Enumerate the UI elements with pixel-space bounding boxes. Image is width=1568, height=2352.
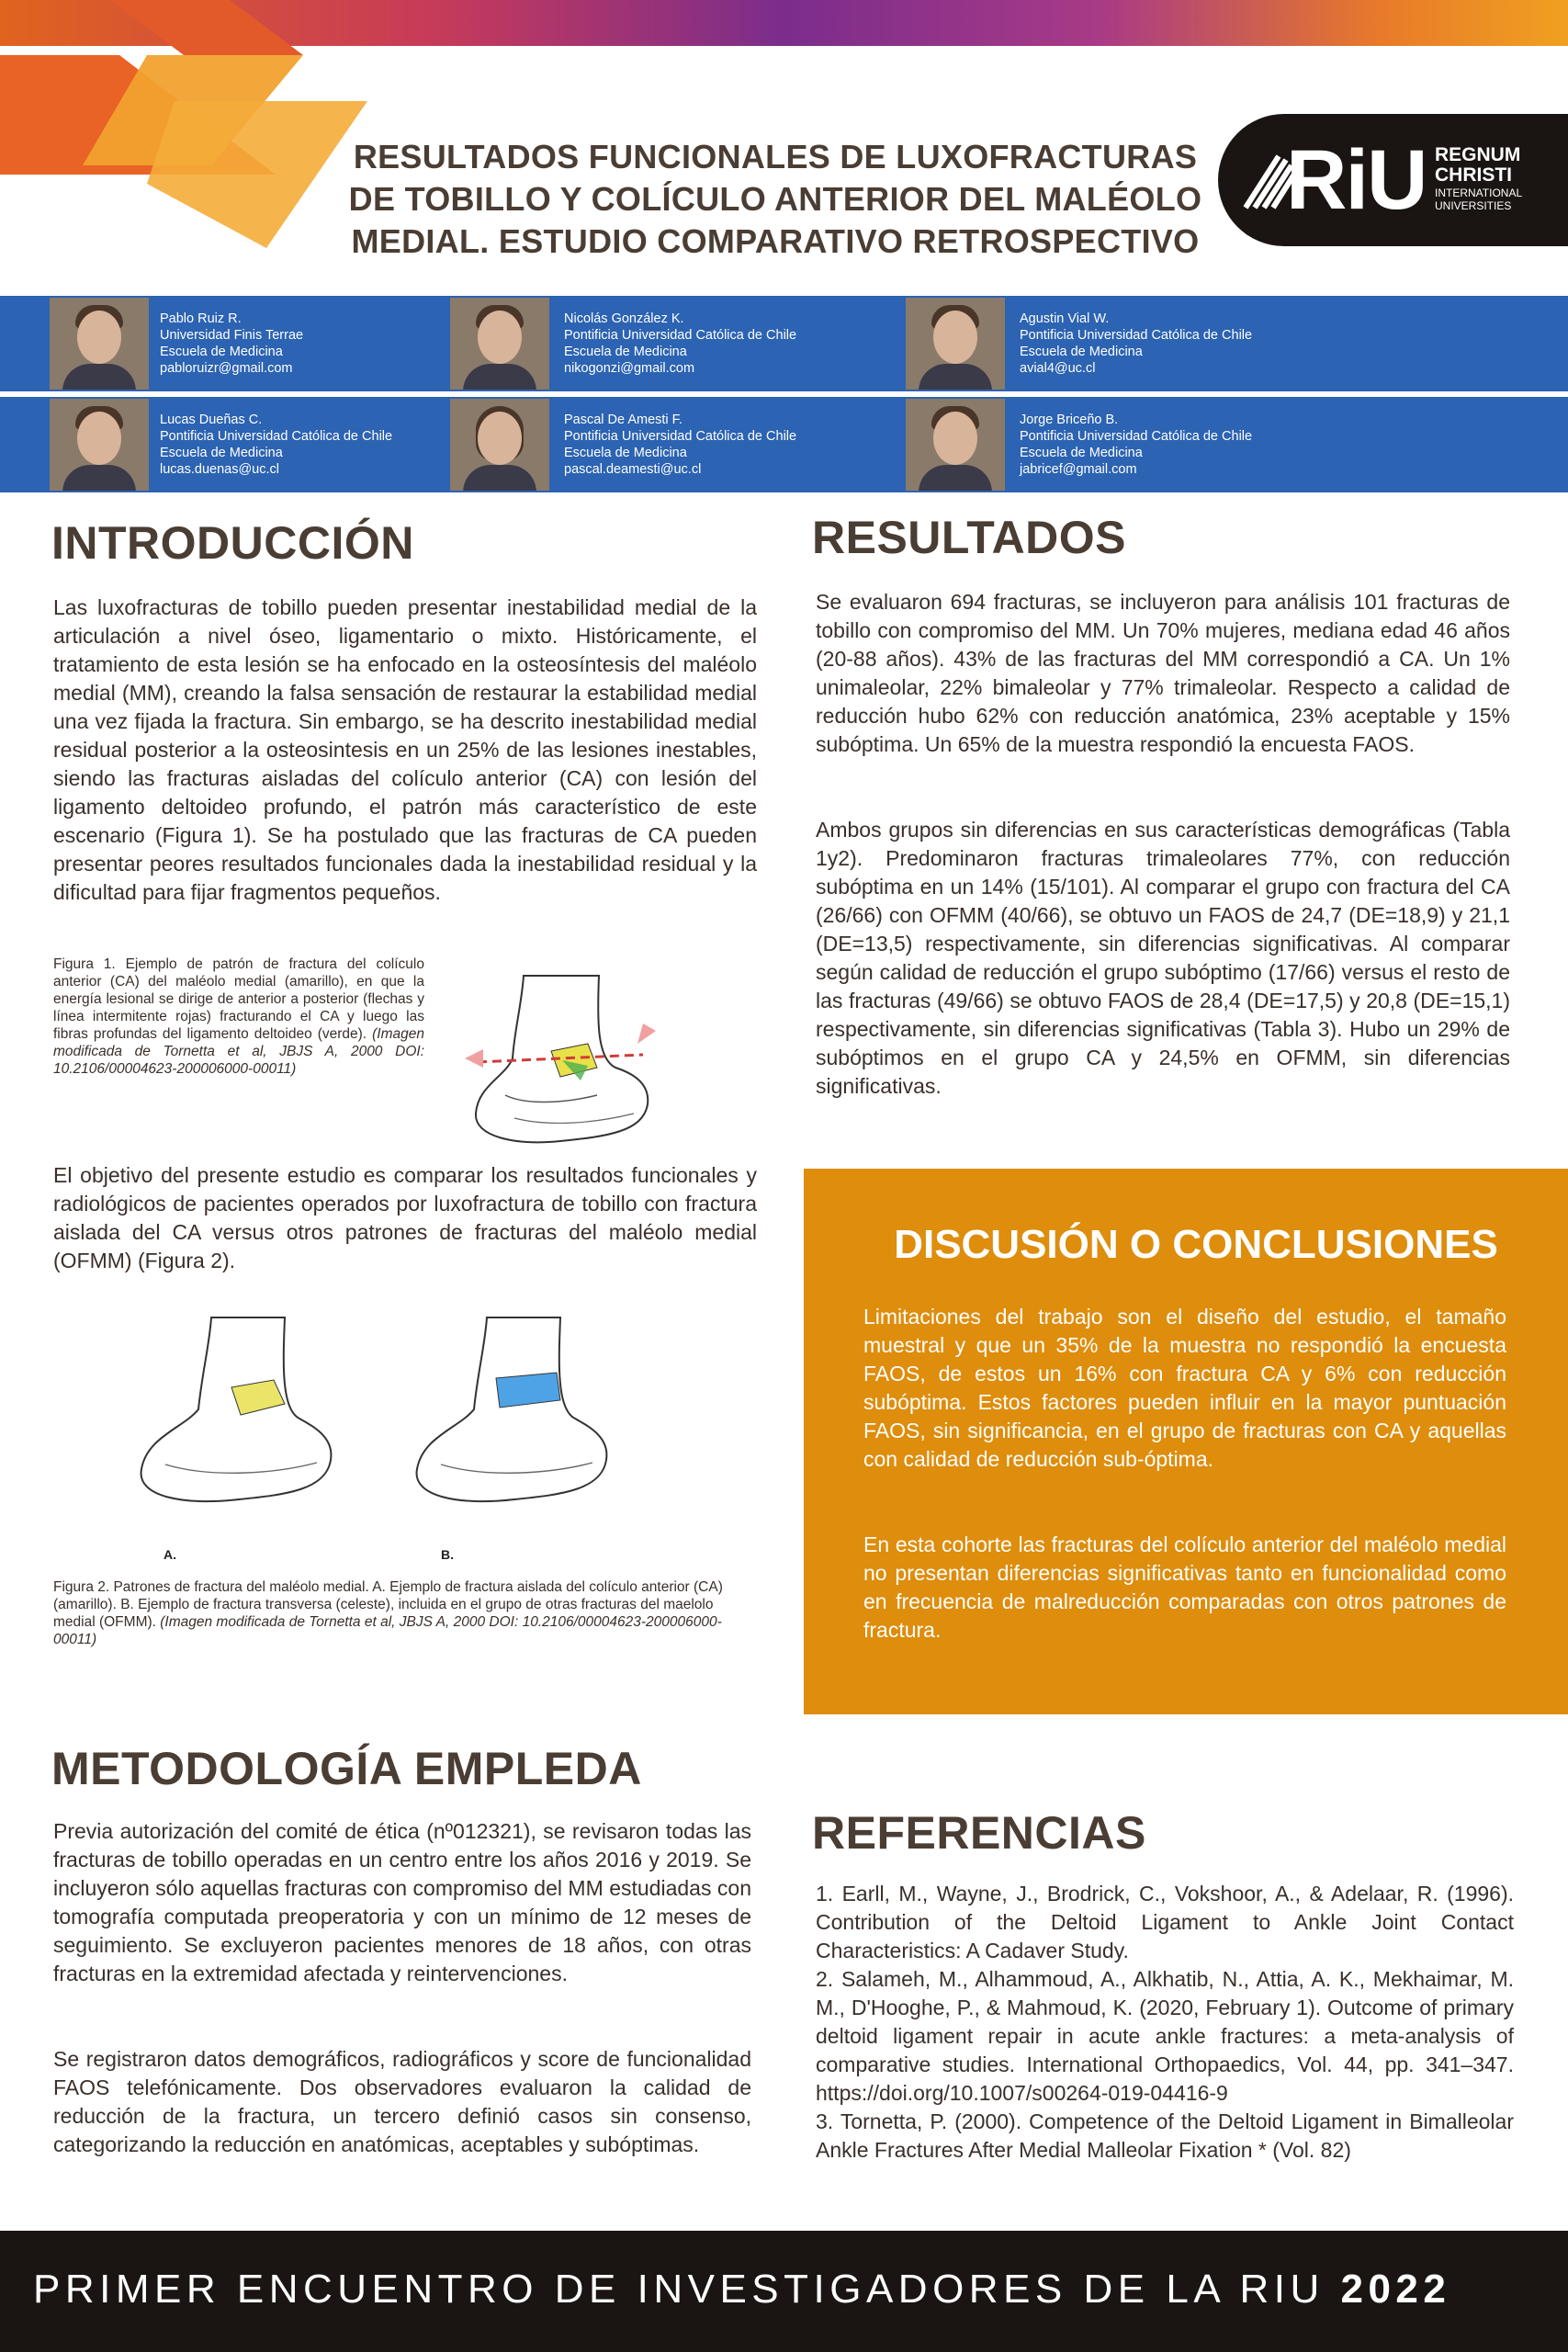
footer-year: 2022 [1340, 2267, 1451, 2312]
author-photo [906, 399, 1005, 491]
resultados-heading: RESULTADOS [812, 512, 1127, 563]
metodologia-paragraph-2: Se registraron datos demográficos, radiográficos y score de funcionalidad FAOS telefónicamente. Dos observadores evaluaron la calidad de reducción de la fractura, un tercero definió casos sin consenso, categorizando la reducción en anatómicas, aceptables y subóptimas. [53, 2047, 751, 2156]
intro-paragraph-1: Las luxofracturas de tobillo pueden presentar inestabilidad medial de la articulación a nivel óseo, ligamentario o mixto. Históricamente, el tratamiento de esta lesión se ha enfocado en la osteosíntesis del maléolo medial (MM), creando la falsa sensación de restaurar la estabilidad medial una vez fijada la fractura. Sin embargo, se ha descrito inestabilidad medial residual posterior a la osteosintesis en un 25% de las lesiones inestables, siendo las fracturas aisladas del colículo anterior (CA) con lesión del ligamento deltoideo profundo, el patrón más característico de este escenario (Figura 1). Se ha postulado que las fracturas de CA pueden presentar peores resultados funcionales dada la inestabilidad residual y la dificultad para fijar fragmentos pequeños. [53, 595, 757, 904]
author-photo [450, 298, 549, 390]
title-line-3: MEDIAL. ESTUDIO COMPARATIVO RETROSPECTIVO [351, 222, 1200, 260]
author-school: Escuela de Medicina [564, 446, 687, 460]
author-school: Escuela de Medicina [1020, 345, 1143, 359]
metodologia-heading: METODOLOGÍA EMPLEDA [51, 1743, 642, 1794]
authors-row-2 [0, 397, 1568, 492]
decorative-chevron [0, 0, 386, 276]
discusion-heading: DISCUSIÓN O CONCLUSIONES [894, 1222, 1498, 1267]
footer-text [33, 2264, 1450, 2315]
author-affiliation: Pontificia Universidad Católica de Chile [1020, 429, 1253, 444]
author-photo [450, 399, 549, 491]
author-name: Nicolás González K. [564, 311, 684, 326]
author-school: Escuela de Medicina [160, 446, 283, 460]
authors-row-1 [0, 296, 1568, 391]
metodologia-paragraph-1: Previa autorización del comité de ética (nº012321), se revisaron todas las fracturas de tobillo operadas en un centro entre los años 2016 y 2019. Se incluyeron sólo aquellas fracturas con compromiso del MM estudiadas con tomografía computada preoperatoria y con un mínimo de 12 meses de seguimiento. Se excluyeron pacientes menores de 18 años, con otras fracturas en la extremidad afectada y reintervenciones. [53, 1819, 751, 1985]
author-photo [906, 298, 1005, 390]
author-school: Escuela de Medicina [564, 345, 687, 359]
reference-item: 3. Tornetta, P. (2000). Competence of the Deltoid Ligament in Bimalleolar Ankle Fractures After Medial Malleolar Fixation * (Vol. 82) [816, 2109, 1514, 2162]
figure-2-ankle-illustrations [129, 1308, 625, 1566]
author-affiliation: Pontificia Universidad Católica de Chile [564, 429, 797, 444]
title-line-2: DE TOBILLO Y COLÍCULO ANTERIOR DEL MALÉOLO [348, 180, 1202, 218]
figure-2-caption: Figura 2. Patrones de fractura del maléolo medial. A. Ejemplo de fractura aislada del colículo anterior (CA) (amarillo). B. Ejemplo de fractura transversa (celeste), incluida en el grupo de otras fracturas del maelolo medial (OFMM). (Imagen modificada de Tornetta et al, JBJS A, 2000 DOI: 10.2106/00004623-200006000-00011) [53, 1579, 723, 1647]
author-school: Escuela de Medicina [1020, 446, 1143, 460]
authors-section [0, 296, 1568, 494]
resultados-paragraph-2: Ambos grupos sin diferencias en sus características demográficas (Tabla 1y2). Predominaron fracturas trimaleolares 77%, con reducción subóptima en un 14% (15/101). Al comparar el grupo con fractura del CA (26/66) con OFMM (40/66), se obtuvo un FAOS de 24,7 (DE=18,9) y 21,1 (DE=13,5) respectivamente, sin diferencias significativas. Al comparar según calidad de reducción el grupo subóptimo (17/66) versus el resto de las fracturas (49/66) se obtuvo FAOS de 28,4 (DE=17,5) y 20,8 (DE=15,1) respectivamente, sin diferencias significativas (Tabla 3). Hubo un 29% de subóptimos en el grupo CA y 24,5% en OFMM, sin diferencias significativas. [816, 818, 1510, 1098]
reference-item: 2. Salameh, M., Alhammoud, A., Alkhatib, N., Attia, A. K., Mekhaimar, M. M., D'Hooghe, P., & Mahmoud, K. (2020, February 1). Outcome of primary deltoid ligament repair in acute ankle fractures: a meta-analysis of comparative studies. International Orthopaedics, Vol. 44, pp. 341–347. https://doi.org/10.1007/s00264-019-04416-9 [816, 1967, 1514, 2105]
author-name: Jorge Briceño B. [1020, 413, 1119, 427]
author-card [450, 397, 900, 492]
resultados-paragraph-1: Se evaluaron 694 fracturas, se incluyeron para análisis 101 fracturas de tobillo con compromiso del MM. Un 70% mujeres, mediana edad 46 años (20-88 años). 43% de las fracturas del MM correspondió a CA. Un 1% unimaleolar, 22% bimaleolar y 77% trimaleolar. Respecto a calidad de reducción hubo 62% con reducción anatómica, 23% aceptable y 15% subóptima. Un 65% de la muestra respondió la encuesta FAOS. [816, 590, 1510, 756]
author-photo [50, 399, 149, 491]
logo-text-main: REGNUM CHRISTI [1435, 144, 1521, 186]
figure-1-caption: Figura 1. Ejemplo de patrón de fractura del colículo anterior (CA) del maléolo medial (amarillo), en que la energía lesional se dirige de anterior a posterior (flechas y línea intermitente rojas) fracturando el CA y luego las fibras profundas del ligamento deltoideo (verde). (Imagen modificada de Tornetta et al, JBJS A, 2000 DOI: 10.2106/00004623-200006000-00011) [53, 956, 424, 1077]
intro-paragraph-2: El objetivo del presente estudio es comparar los resultados funcionales y radiológicos de pacientes operados por luxofractura de tobillo con fractura aislada del CA versus otros patrones de fracturas del maléolo medial (OFMM) (Figura 2). [53, 1163, 757, 1272]
poster-header [0, 0, 1568, 294]
author-email: avial4@uc.cl [1020, 361, 1096, 376]
author-card [906, 397, 1365, 492]
intro-heading: INTRODUCCIÓN [51, 517, 414, 569]
reference-item: 1. Earll, M., Wayne, J., Brodrick, C., Vokshoor, A., & Adelaar, R. (1996). Contribution of the Deltoid Ligament to Ankle Joint Contact Characteristics: A Cadaver Study. [816, 1882, 1514, 1962]
author-card [50, 296, 445, 391]
figure-2-source: (Imagen modificada de Tornetta et al, JBJS A, 2000 DOI: 10.2106/00004623-200006000-00011) [53, 1614, 722, 1647]
author-card [450, 296, 900, 391]
figure-2b-label: B. [441, 1547, 454, 1562]
author-name: Agustin Vial W. [1020, 311, 1110, 326]
title-line-1: RESULTADOS FUNCIONALES DE LUXOFRACTURAS [353, 138, 1198, 175]
logo-text-sub: INTERNATIONAL UNIVERSITIES [1435, 187, 1523, 212]
author-affiliation: Universidad Finis Terrae [160, 328, 304, 343]
footer-event-name: PRIMER ENCUENTRO DE INVESTIGADORES DE LA RIU [33, 2267, 1325, 2312]
author-name: Pascal De Amesti F. [564, 413, 682, 427]
author-email: pabloruizr@gmail.com [160, 361, 293, 376]
author-email: jabricef@gmail.com [1020, 462, 1137, 477]
figure-1-ankle-illustration [459, 967, 661, 1150]
discusion-paragraph-2: En esta cohorte las fracturas del colículo anterior del maléolo medial no presentan diferencias significativas tanto en funcionalidad como en frecuencia de malreducción comparadas con otros patrones de fractura. [863, 1532, 1506, 1642]
figure-2a-label: A. [164, 1547, 176, 1562]
author-affiliation: Pontificia Universidad Católica de Chile [1020, 328, 1253, 343]
figure-2b-drawing [417, 1317, 607, 1501]
figure-2a-drawing [141, 1317, 332, 1501]
author-email: pascal.deamesti@uc.cl [564, 462, 702, 477]
discusion-paragraph-1: Limitaciones del trabajo son el diseño del estudio, el tamaño muestral y que un 35% de la muestra no respondió la encuesta FAOS, de estos un 16% con fractura CA y 6% con reducción subóptima. Estos factores pueden influir en la mayor puntuación FAOS, sin significancia, en el grupo de fracturas con CA y aquellas con calidad de reducción sub-óptima. [863, 1305, 1506, 1471]
author-email: lucas.duenas@uc.cl [160, 462, 279, 477]
referencias-list [816, 1880, 1514, 2165]
author-school: Escuela de Medicina [160, 345, 283, 359]
referencias-heading: REFERENCIAS [812, 1807, 1146, 1859]
author-name: Lucas Dueñas C. [160, 413, 263, 427]
author-email: nikogonzi@gmail.com [564, 361, 695, 376]
author-affiliation: Pontificia Universidad Católica de Chile [564, 328, 797, 343]
author-name: Pablo Ruiz R. [160, 311, 242, 326]
author-photo [50, 298, 149, 390]
figure-1-source: (Imagen modificada de Tornetta et al, JBJS A, 2000 DOI: 10.2106/00004623-200006000-00011) [53, 1026, 424, 1077]
author-card [50, 397, 445, 492]
logo-riu-mark: RiU [1286, 133, 1427, 227]
poster-title [344, 136, 1207, 263]
author-card [906, 296, 1365, 391]
author-affiliation: Pontificia Universidad Católica de Chile [160, 429, 393, 444]
